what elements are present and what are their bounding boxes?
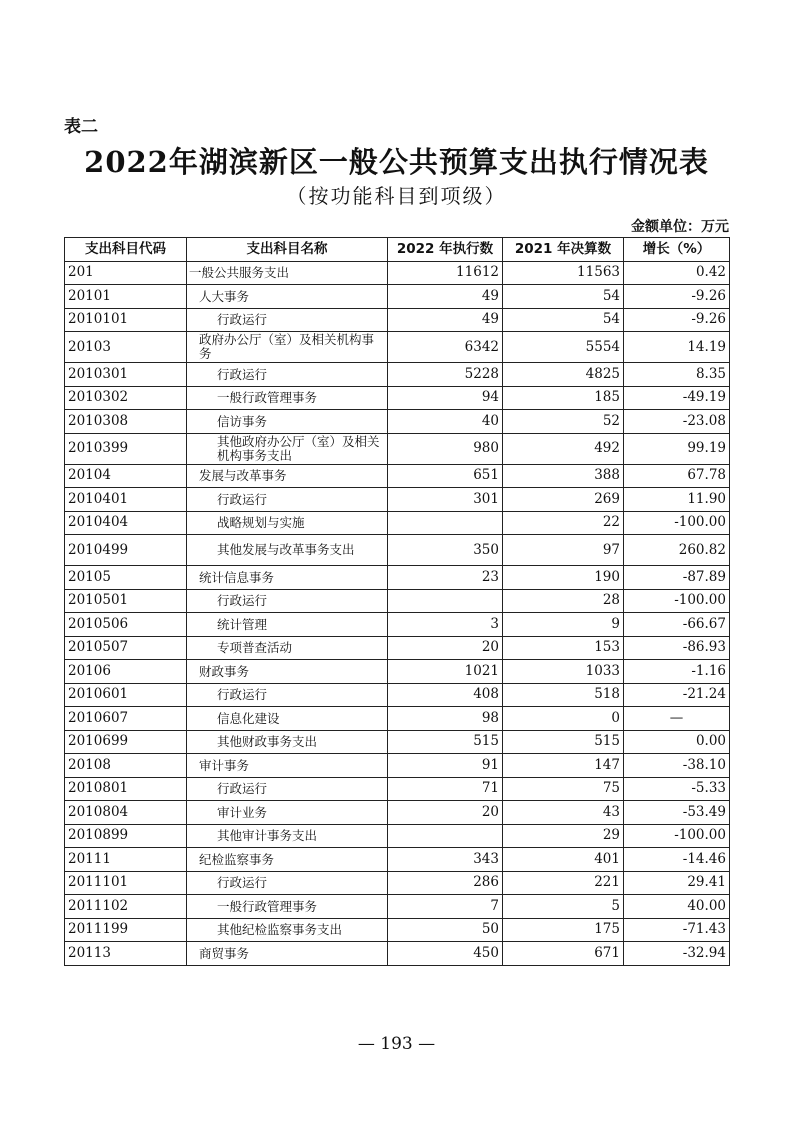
- table-row: [65, 566, 730, 590]
- code-cell: 2010506: [65, 613, 187, 637]
- name-cell: 行政运行: [187, 683, 388, 707]
- code-cell: 2010699: [65, 730, 187, 754]
- name-cell: 信息化建设: [187, 707, 388, 731]
- name-cell: 行政运行: [187, 488, 388, 512]
- value-2022-cell: 40: [388, 410, 503, 434]
- code-cell: 2010401: [65, 488, 187, 512]
- value-2021-cell: 9: [503, 613, 624, 637]
- value-2022-cell: 20: [388, 636, 503, 660]
- table-row: [65, 683, 730, 707]
- value-2021-cell: 388: [503, 464, 624, 488]
- code-cell: 20111: [65, 848, 187, 872]
- name-cell: 商贸事务: [187, 942, 388, 966]
- value-2022-cell: 408: [388, 683, 503, 707]
- code-cell: 2010399: [65, 433, 187, 464]
- name-cell: 其他纪检监察事务支出: [187, 918, 388, 942]
- growth-cell: -86.93: [624, 636, 730, 660]
- name-cell: 一般行政管理事务: [187, 895, 388, 919]
- value-2022-cell: 98: [388, 707, 503, 731]
- value-2021-cell: 29: [503, 824, 624, 848]
- header-2021: 2021 年决算数: [503, 238, 624, 262]
- growth-cell: -87.89: [624, 566, 730, 590]
- value-2021-cell: 5: [503, 895, 624, 919]
- code-cell: 2010308: [65, 410, 187, 434]
- table-row: [65, 589, 730, 613]
- value-2021-cell: 147: [503, 754, 624, 778]
- table-row: [65, 386, 730, 410]
- growth-cell: -23.08: [624, 410, 730, 434]
- growth-cell: -49.19: [624, 386, 730, 410]
- value-2022-cell: 5228: [388, 363, 503, 387]
- code-cell: 2010302: [65, 386, 187, 410]
- code-cell: 20106: [65, 660, 187, 684]
- growth-cell: -9.26: [624, 308, 730, 332]
- value-2022-cell: 651: [388, 464, 503, 488]
- table-row: [65, 730, 730, 754]
- growth-cell: 29.41: [624, 871, 730, 895]
- growth-cell: 11.90: [624, 488, 730, 512]
- code-cell: 2010601: [65, 683, 187, 707]
- code-cell: 2010899: [65, 824, 187, 848]
- table-row: [65, 332, 730, 363]
- table-row: [65, 511, 730, 535]
- name-cell: 行政运行: [187, 308, 388, 332]
- growth-cell: 67.78: [624, 464, 730, 488]
- name-cell: 统计信息事务: [187, 566, 388, 590]
- table-header-row: [65, 238, 730, 262]
- growth-cell: -9.26: [624, 285, 730, 309]
- value-2022-cell: 49: [388, 285, 503, 309]
- table-row: [65, 660, 730, 684]
- value-2022-cell: 94: [388, 386, 503, 410]
- code-cell: 2011101: [65, 871, 187, 895]
- code-cell: 20105: [65, 566, 187, 590]
- value-2021-cell: 269: [503, 488, 624, 512]
- expenditure-table: [64, 237, 730, 966]
- name-cell: 财政事务: [187, 660, 388, 684]
- page-number: — 193 —: [357, 1034, 436, 1054]
- table-row: [65, 918, 730, 942]
- code-cell: 2010507: [65, 636, 187, 660]
- growth-cell: -71.43: [624, 918, 730, 942]
- table-row: [65, 285, 730, 309]
- value-2021-cell: 97: [503, 535, 624, 566]
- value-2021-cell: 43: [503, 801, 624, 825]
- table-row: [65, 410, 730, 434]
- value-2021-cell: 5554: [503, 332, 624, 363]
- table-label: 表二: [64, 117, 98, 137]
- name-cell: 战略规划与实施: [187, 511, 388, 535]
- value-2022-cell: 343: [388, 848, 503, 872]
- code-cell: 2011102: [65, 895, 187, 919]
- value-2022-cell: 49: [388, 308, 503, 332]
- table-row: [65, 707, 730, 731]
- value-2021-cell: 175: [503, 918, 624, 942]
- growth-cell: 99.19: [624, 433, 730, 464]
- code-cell: 2010101: [65, 308, 187, 332]
- growth-cell: -100.00: [624, 824, 730, 848]
- table-row: [65, 777, 730, 801]
- name-cell: 专项普查活动: [187, 636, 388, 660]
- growth-cell: -21.24: [624, 683, 730, 707]
- value-2021-cell: 515: [503, 730, 624, 754]
- table-row: [65, 433, 730, 464]
- name-cell: 行政运行: [187, 589, 388, 613]
- growth-cell: -100.00: [624, 589, 730, 613]
- code-cell: 20108: [65, 754, 187, 778]
- value-2021-cell: 401: [503, 848, 624, 872]
- name-cell: 政府办公厅（室）及相关机构事务: [187, 332, 388, 363]
- table-row: [65, 261, 730, 285]
- value-2021-cell: 22: [503, 511, 624, 535]
- value-2022-cell: 11612: [388, 261, 503, 285]
- code-cell: 2011199: [65, 918, 187, 942]
- growth-cell: 40.00: [624, 895, 730, 919]
- value-2022-cell: [388, 589, 503, 613]
- value-2021-cell: 190: [503, 566, 624, 590]
- table-row: [65, 871, 730, 895]
- growth-cell: 0.00: [624, 730, 730, 754]
- value-2022-cell: [388, 511, 503, 535]
- value-2021-cell: 1033: [503, 660, 624, 684]
- name-cell: 审计事务: [187, 754, 388, 778]
- growth-cell: 0.42: [624, 261, 730, 285]
- value-2022-cell: 71: [388, 777, 503, 801]
- header-growth: 增长（%）: [624, 238, 730, 262]
- code-cell: 2010804: [65, 801, 187, 825]
- name-cell: 一般行政管理事务: [187, 386, 388, 410]
- name-cell: 审计业务: [187, 801, 388, 825]
- value-2021-cell: 221: [503, 871, 624, 895]
- value-2021-cell: 518: [503, 683, 624, 707]
- value-2022-cell: 350: [388, 535, 503, 566]
- table-row: [65, 488, 730, 512]
- name-cell: 其他政府办公厅（室）及相关机构事务支出: [187, 433, 388, 464]
- value-2022-cell: 91: [388, 754, 503, 778]
- value-2021-cell: 185: [503, 386, 624, 410]
- name-cell: 统计管理: [187, 613, 388, 637]
- value-2022-cell: 50: [388, 918, 503, 942]
- value-2021-cell: 52: [503, 410, 624, 434]
- growth-cell: -5.33: [624, 777, 730, 801]
- table-row: [65, 801, 730, 825]
- growth-cell: 260.82: [624, 535, 730, 566]
- unit-note: 金额单位：万元: [631, 219, 729, 235]
- code-cell: 2010301: [65, 363, 187, 387]
- code-cell: 20113: [65, 942, 187, 966]
- code-cell: 20101: [65, 285, 187, 309]
- code-cell: 20103: [65, 332, 187, 363]
- code-cell: 2010499: [65, 535, 187, 566]
- value-2021-cell: 54: [503, 308, 624, 332]
- name-cell: 纪检监察事务: [187, 848, 388, 872]
- value-2022-cell: 3: [388, 613, 503, 637]
- value-2021-cell: 11563: [503, 261, 624, 285]
- growth-cell: -53.49: [624, 801, 730, 825]
- header-code: 支出科目代码: [65, 238, 187, 262]
- header-2022: 2022 年执行数: [388, 238, 503, 262]
- name-cell: 行政运行: [187, 777, 388, 801]
- code-cell: 20104: [65, 464, 187, 488]
- table-row: [65, 363, 730, 387]
- name-cell: 其他发展与改革事务支出: [187, 535, 388, 566]
- value-2021-cell: 28: [503, 589, 624, 613]
- code-cell: 201: [65, 261, 187, 285]
- value-2022-cell: 1021: [388, 660, 503, 684]
- value-2022-cell: 6342: [388, 332, 503, 363]
- table-row: [65, 895, 730, 919]
- code-cell: 2010801: [65, 777, 187, 801]
- name-cell: 人大事务: [187, 285, 388, 309]
- code-cell: 2010404: [65, 511, 187, 535]
- code-cell: 2010501: [65, 589, 187, 613]
- growth-cell: 8.35: [624, 363, 730, 387]
- growth-cell: -32.94: [624, 942, 730, 966]
- value-2021-cell: 75: [503, 777, 624, 801]
- table-row: [65, 636, 730, 660]
- name-cell: 其他财政事务支出: [187, 730, 388, 754]
- value-2021-cell: 671: [503, 942, 624, 966]
- table-row: [65, 464, 730, 488]
- table-row: [65, 848, 730, 872]
- value-2022-cell: 301: [388, 488, 503, 512]
- value-2021-cell: 54: [503, 285, 624, 309]
- value-2022-cell: 23: [388, 566, 503, 590]
- name-cell: 一般公共服务支出: [187, 261, 388, 285]
- page-subtitle: （按功能科目到项级）: [286, 184, 507, 208]
- table-body: [65, 261, 730, 965]
- page-title: 2022年湖滨新区一般公共预算支出执行情况表: [84, 145, 709, 179]
- value-2021-cell: 153: [503, 636, 624, 660]
- table-row: [65, 942, 730, 966]
- value-2022-cell: [388, 824, 503, 848]
- value-2021-cell: 492: [503, 433, 624, 464]
- growth-cell: -14.46: [624, 848, 730, 872]
- header-name: 支出科目名称: [187, 238, 388, 262]
- growth-cell: -100.00: [624, 511, 730, 535]
- table-row: [65, 824, 730, 848]
- name-cell: 行政运行: [187, 871, 388, 895]
- name-cell: 发展与改革事务: [187, 464, 388, 488]
- growth-cell: -38.10: [624, 754, 730, 778]
- growth-cell: 14.19: [624, 332, 730, 363]
- growth-cell: —: [624, 707, 730, 731]
- growth-cell: -66.67: [624, 613, 730, 637]
- table-row: [65, 308, 730, 332]
- name-cell: 其他审计事务支出: [187, 824, 388, 848]
- table-row: [65, 613, 730, 637]
- value-2022-cell: 980: [388, 433, 503, 464]
- name-cell: 信访事务: [187, 410, 388, 434]
- value-2022-cell: 286: [388, 871, 503, 895]
- growth-cell: -1.16: [624, 660, 730, 684]
- value-2022-cell: 7: [388, 895, 503, 919]
- table-row: [65, 754, 730, 778]
- name-cell: 行政运行: [187, 363, 388, 387]
- code-cell: 2010607: [65, 707, 187, 731]
- value-2022-cell: 450: [388, 942, 503, 966]
- value-2022-cell: 515: [388, 730, 503, 754]
- value-2021-cell: 4825: [503, 363, 624, 387]
- table-row: [65, 535, 730, 566]
- value-2022-cell: 20: [388, 801, 503, 825]
- value-2021-cell: 0: [503, 707, 624, 731]
